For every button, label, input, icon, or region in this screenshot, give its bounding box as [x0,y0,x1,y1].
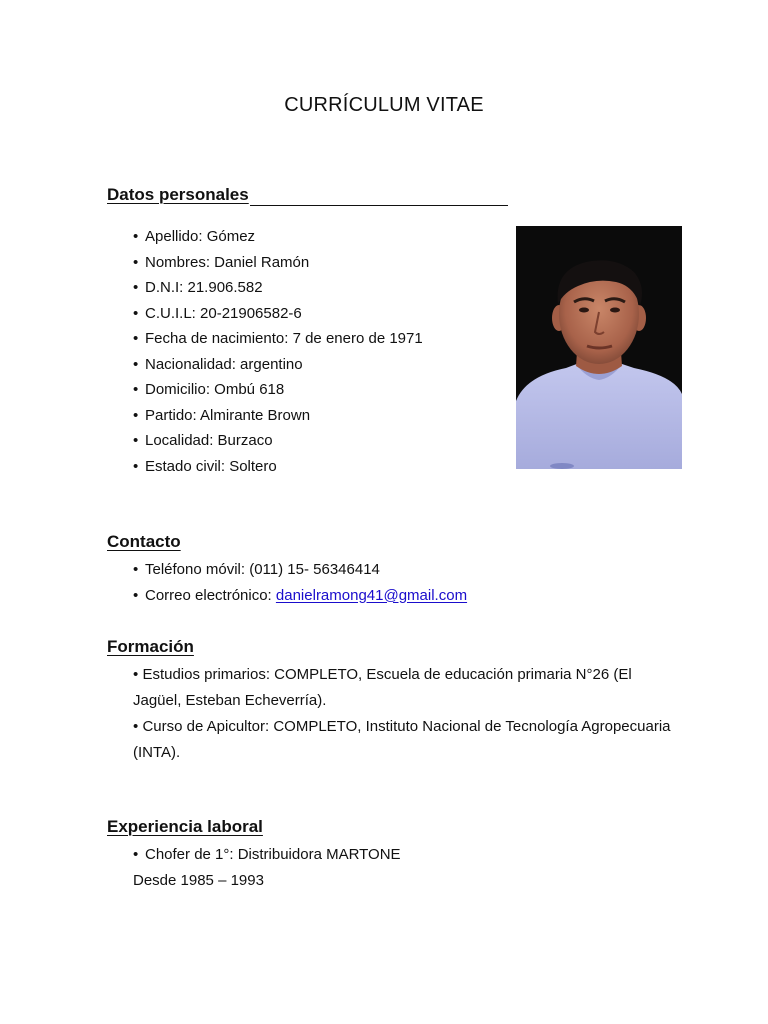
section-heading-formacion: Formación [107,637,194,656]
personal-data-list [133,224,423,479]
list-item-domicilio: • Domicilio: Ombú 618 [133,381,285,398]
list-item-apellido: • Apellido: Gómez [133,228,256,245]
profile-photo [516,226,682,469]
experience-list [133,842,401,893]
list-item-dni: • D.N.I: 21.906.582 [133,279,263,296]
section-heading-contacto: Contacto [107,532,181,551]
list-item-estado-civil: • Estado civil: Soltero [133,457,277,475]
list-item-correo: • Correo electrónico: danielramong41@gmail.com [133,586,468,604]
list-item-chofer: • Chofer de 1°: Distribuidora MARTONE [133,846,401,863]
email-link[interactable]: danielramong41@gmail.com [275,586,468,604]
list-item-periodo: Desde 1985 – 1993 [133,871,264,889]
contact-list [133,557,467,608]
list-item-fecha-nacimiento: • Fecha de nacimiento: 7 de enero de 1971 [133,330,423,347]
section-heading-experiencia: Experiencia laboral [107,817,263,836]
list-item-nacionalidad: • Nacionalidad: argentino [133,355,303,373]
list-item-telefono: • Teléfono móvil: (011) 15- 56346414 [133,561,380,578]
list-item-nombres: • Nombres: Daniel Ramón [133,253,310,271]
list-item-cuil: • C.U.I.L: 20-21906582-6 [133,304,302,322]
heading-underline-rule [250,205,508,206]
education-item-primarios: • Estudios primarios: COMPLETO, Escuela de educación primaria N°26 (El Jagüel, Esteban Echeverría). [133,666,632,709]
list-item-partido: • Partido: Almirante Brown [133,406,311,424]
section-heading-datos-personales: Datos personales [107,185,249,204]
list-item-localidad: • Localidad: Burzaco [133,432,273,449]
page-title: CURRÍCULUM VITAE [284,94,484,116]
education-item-apicultor: • Curso de Apicultor: COMPLETO, Instituto Nacional de Tecnología Agropecuaria (INTA). [133,718,671,761]
